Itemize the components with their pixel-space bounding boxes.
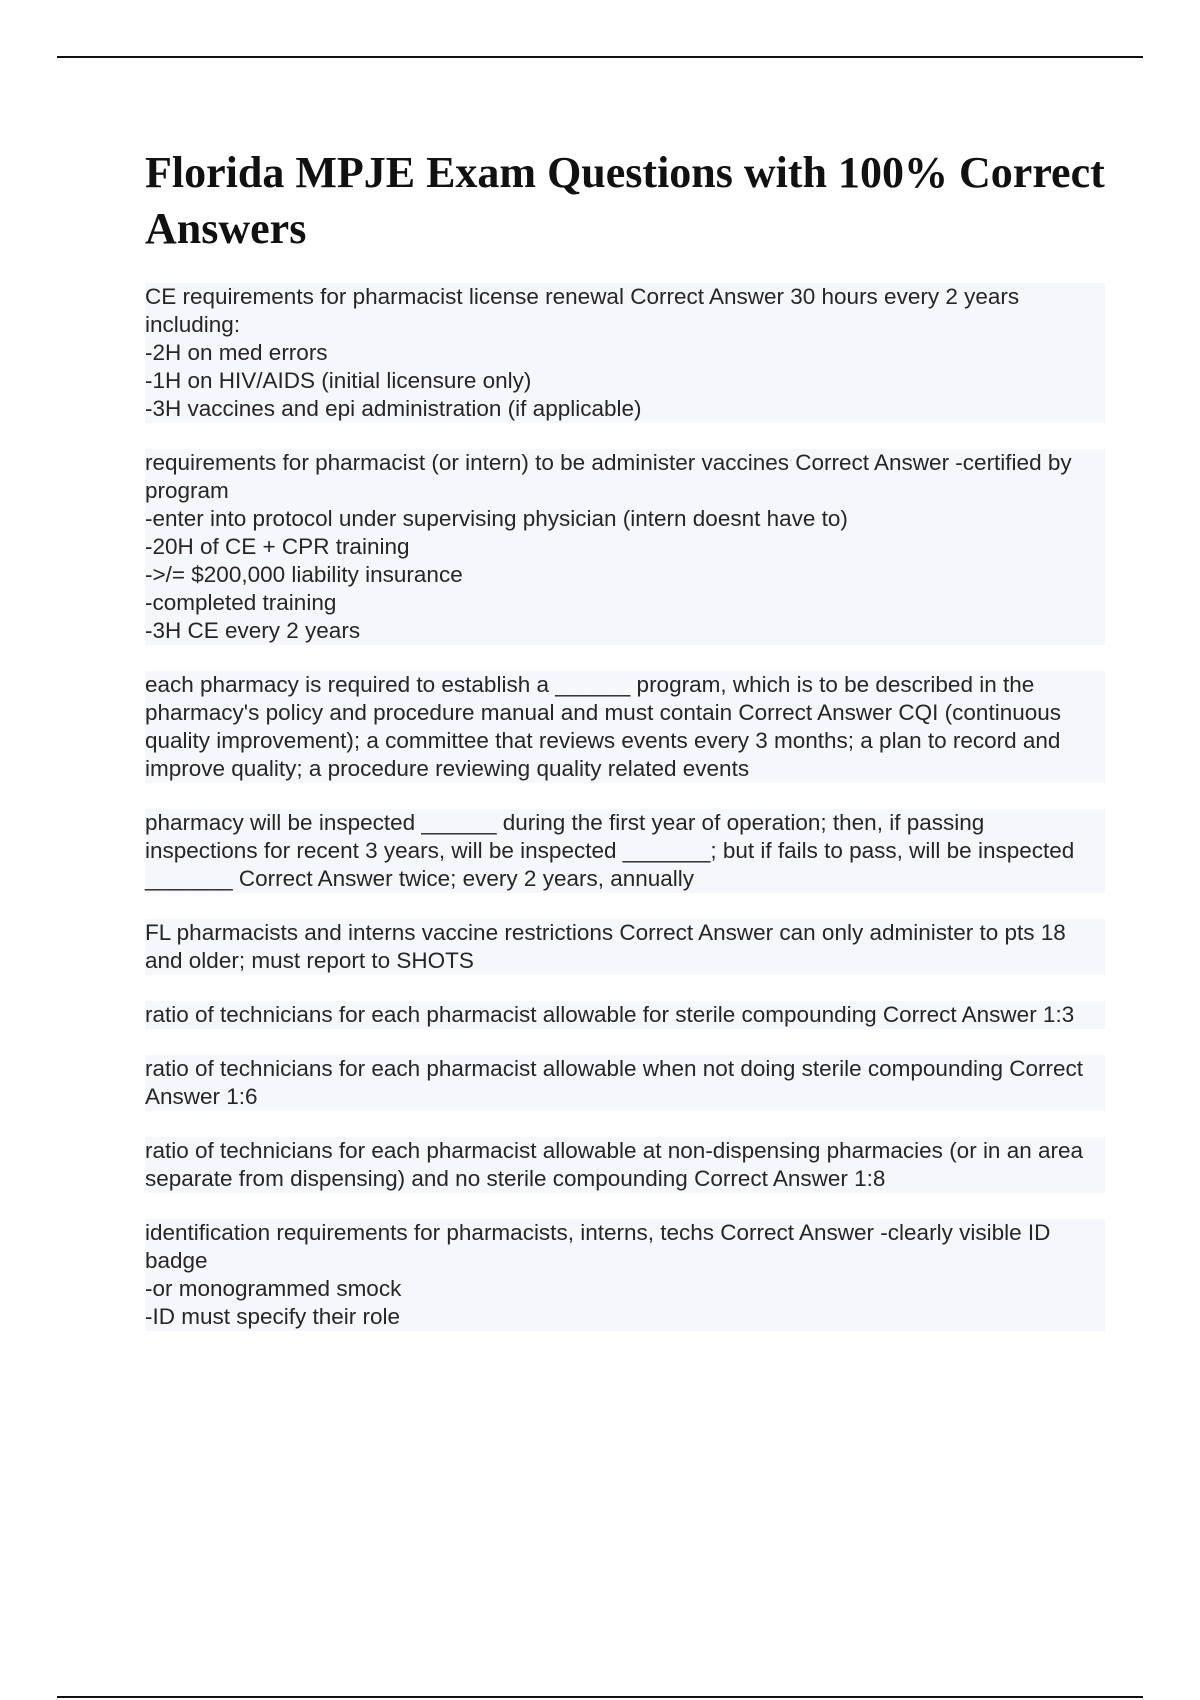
document-body xyxy=(145,145,1105,1357)
qa-entry: each pharmacy is required to establish a ______ program, which is to be described in the pharmacy's policy and procedure manual and must contain Correct Answer CQI (continuous quality improvement); a committee that reviews events every 3 months; a plan to record and improve quality; a procedure reviewing quality related events xyxy=(145,671,1105,783)
document-title: Florida MPJE Exam Questions with 100% Correct Answers xyxy=(145,148,1105,253)
qa-entry: ratio of technicians for each pharmacist allowable when not doing sterile compounding Correct Answer 1:6 xyxy=(145,1055,1105,1111)
qa-entry: FL pharmacists and interns vaccine restrictions Correct Answer can only administer to pts 18 and older; must report to SHOTS xyxy=(145,919,1105,975)
bottom-rule xyxy=(57,1696,1143,1698)
top-rule xyxy=(57,56,1143,58)
qa-entry: requirements for pharmacist (or intern) to be administer vaccines Correct Answer -certified by program -enter into protocol under supervising physician (intern doesnt have to) -20H of CE + CPR training ->/= $200,000 liability insurance -completed training -3H CE every 2 years xyxy=(145,449,1105,645)
qa-entry: CE requirements for pharmacist license renewal Correct Answer 30 hours every 2 years including: -2H on med errors -1H on HIV/AIDS (initial licensure only) -3H vaccines and epi administration (if applicable) xyxy=(145,283,1105,423)
qa-entry: ratio of technicians for each pharmacist allowable at non-dispensing pharmacies (or in an area separate from dispensing) and no sterile compounding Correct Answer 1:8 xyxy=(145,1137,1105,1193)
qa-entry: ratio of technicians for each pharmacist allowable for sterile compounding Correct Answer 1:3 xyxy=(145,1001,1105,1029)
qa-entry: identification requirements for pharmacists, interns, techs Correct Answer -clearly visible ID badge -or monogrammed smock -ID must specify their role xyxy=(145,1219,1105,1331)
qa-entry: pharmacy will be inspected ______ during the first year of operation; then, if passing inspections for recent 3 years, will be inspected _______; but if fails to pass, will be inspected _______ Correct Answer twice; every 2 years, annually xyxy=(145,809,1105,893)
